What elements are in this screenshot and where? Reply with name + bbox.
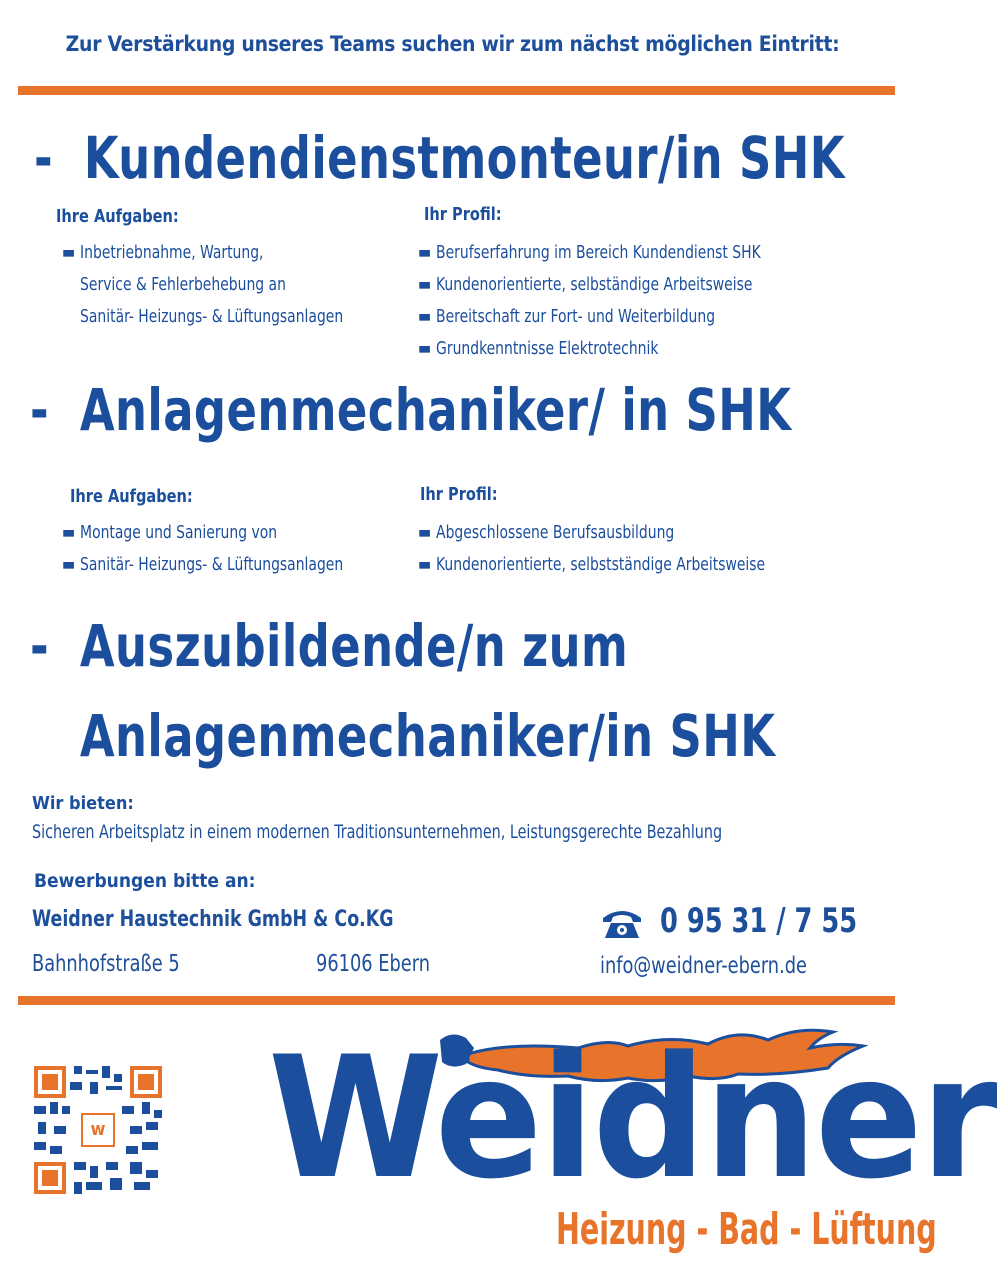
phone-number[interactable]: 0 95 31 / 7 55	[660, 901, 858, 941]
profil-item: ▬ Grundkenntnisse Elektrotechnik	[418, 338, 659, 359]
email-link[interactable]: info@weidner-ebern.de	[600, 953, 807, 979]
bewerbungen-heading: Bewerbungen bitte an:	[34, 870, 256, 892]
city-address: 96106 Ebern	[316, 951, 430, 977]
profil-item: ▬ Kundenorientierte, selbständige Arbeitsweise	[418, 274, 753, 295]
qr-code-icon[interactable]	[34, 1066, 162, 1194]
profil-heading-1: Ihr Profil:	[424, 204, 502, 225]
wir-bieten-text: Sicheren Arbeitsplatz in einem modernen Traditionsunternehmen, Leistungsgerechte Bezahlung	[32, 821, 723, 843]
aufgabe-item: Service & Fehlerbehebung an	[80, 274, 286, 295]
job-title-anlagenmechaniker: - Anlagenmechaniker/ in SHK	[30, 376, 792, 444]
company-name: Weidner Haustechnik GmbH & Co.KG	[32, 907, 394, 932]
aufgaben-heading-1: Ihre Aufgaben:	[56, 206, 179, 227]
aufgaben-heading-2: Ihre Aufgaben:	[70, 486, 193, 507]
aufgabe-item: ▬ Inbetriebnahme, Wartung,	[62, 242, 264, 263]
intro-text: Zur Verstärkung unseres Teams suchen wir zum nächst möglichen Eintritt:	[65, 32, 840, 56]
aufgabe-item: ▬ Montage und Sanierung von	[62, 522, 278, 543]
job-title-azubi-line1: - Auszubildende/n zum	[30, 612, 629, 680]
bottom-divider	[18, 996, 895, 1005]
street-address: Bahnhofstraße 5	[32, 951, 180, 977]
aufgabe-item: ▬ Sanitär- Heizungs- & Lüftungsanlagen	[62, 554, 344, 575]
job-title-azubi-line2: Anlagenmechaniker/in SHK	[79, 702, 776, 770]
job-title-kundendienst: - Kundendienstmonteur/in SHK	[34, 124, 845, 192]
profil-item: ▬ Kundenorientierte, selbstständige Arbeitsweise	[418, 554, 766, 575]
profil-item: ▬ Berufserfahrung im Bereich Kundendienst SHK	[418, 242, 761, 263]
top-divider	[18, 86, 895, 95]
wir-bieten-heading: Wir bieten:	[32, 793, 134, 814]
profil-heading-2: Ihr Profil:	[420, 484, 498, 505]
aufgabe-item: Sanitär- Heizungs- & Lüftungsanlagen	[80, 306, 344, 327]
telephone-icon	[600, 906, 644, 940]
company-logo: Weidner	[268, 1020, 997, 1216]
logo-tagline: Heizung - Bad - Lüftung	[556, 1204, 937, 1255]
profil-item: ▬ Bereitschaft zur Fort- und Weiterbildung	[418, 306, 716, 327]
profil-item: ▬ Abgeschlossene Berufsausbildung	[418, 522, 675, 543]
qr-logo-letter: w	[90, 1119, 106, 1140]
